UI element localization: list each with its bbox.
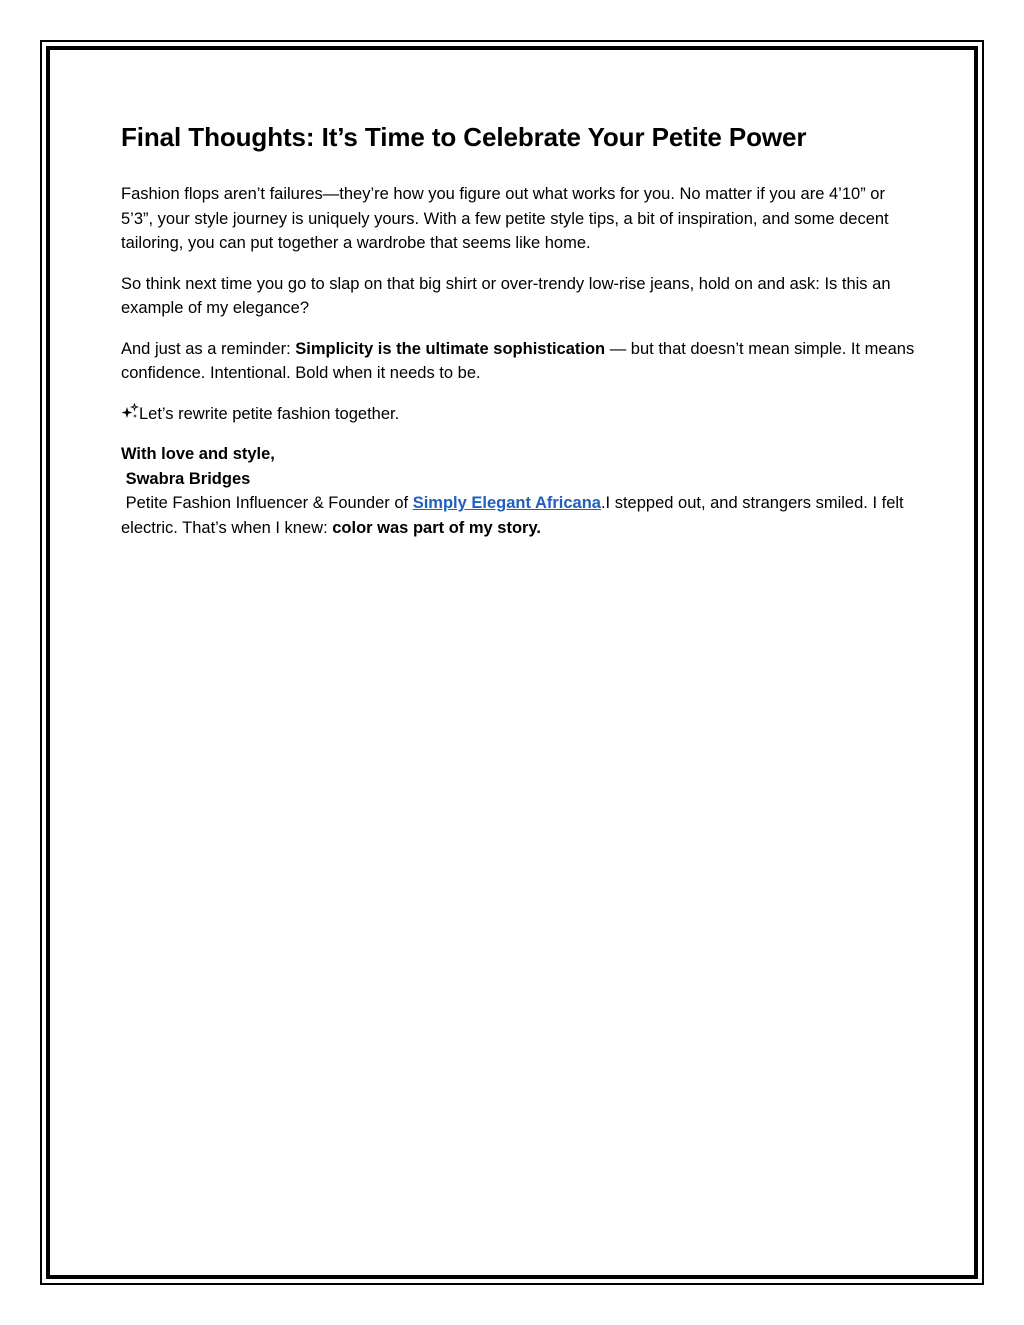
reminder-quote: Simplicity is the ultimate sophistication — [295, 339, 606, 358]
document-body — [121, 118, 921, 540]
signature-block — [121, 442, 921, 540]
signature-story: .I stepped out, and strangers smiled. I felt electric. That’s when I knew: — [121, 494, 904, 537]
signature-role: Petite Fashion Influencer & Founder of — [125, 494, 413, 512]
page-title: Final Thoughts: It’s Time to Celebrate Your Petite Power — [121, 122, 807, 152]
signature-name: Swabra Bridges — [125, 469, 251, 488]
closing-line-text: Let’s rewrite petite fashion together. — [139, 404, 400, 423]
paragraph-fashion-flops: Fashion flops aren’t failures—they’re how you figure out what works for you. No matter if you are 4’10” or 5’3”, your style journey is uniquely yours. With a few petite style tips, a bit of inspiration, and some decent tailoring, you can put together a wardrobe that seems like home. — [121, 185, 889, 252]
reminder-intro: And just as a reminder: — [121, 339, 296, 358]
paragraph-think-next-time: So think next time you go to slap on that big shirt or over-trendy low-rise jeans, hold on and ask: Is this an example of my elegance? — [121, 274, 891, 317]
simply-elegant-africana-link[interactable]: Simply Elegant Africana — [412, 494, 601, 512]
closing-line — [121, 402, 921, 427]
signature-salutation: With love and style, — [121, 445, 275, 463]
paragraph-reminder — [121, 337, 921, 386]
sparkles-icon — [121, 403, 139, 421]
signature-story-bold: color was part of my story. — [332, 518, 541, 537]
reminder-rest: — but that doesn’t mean simple. It means confidence. Intentional. Bold when it needs to be. — [121, 339, 915, 382]
